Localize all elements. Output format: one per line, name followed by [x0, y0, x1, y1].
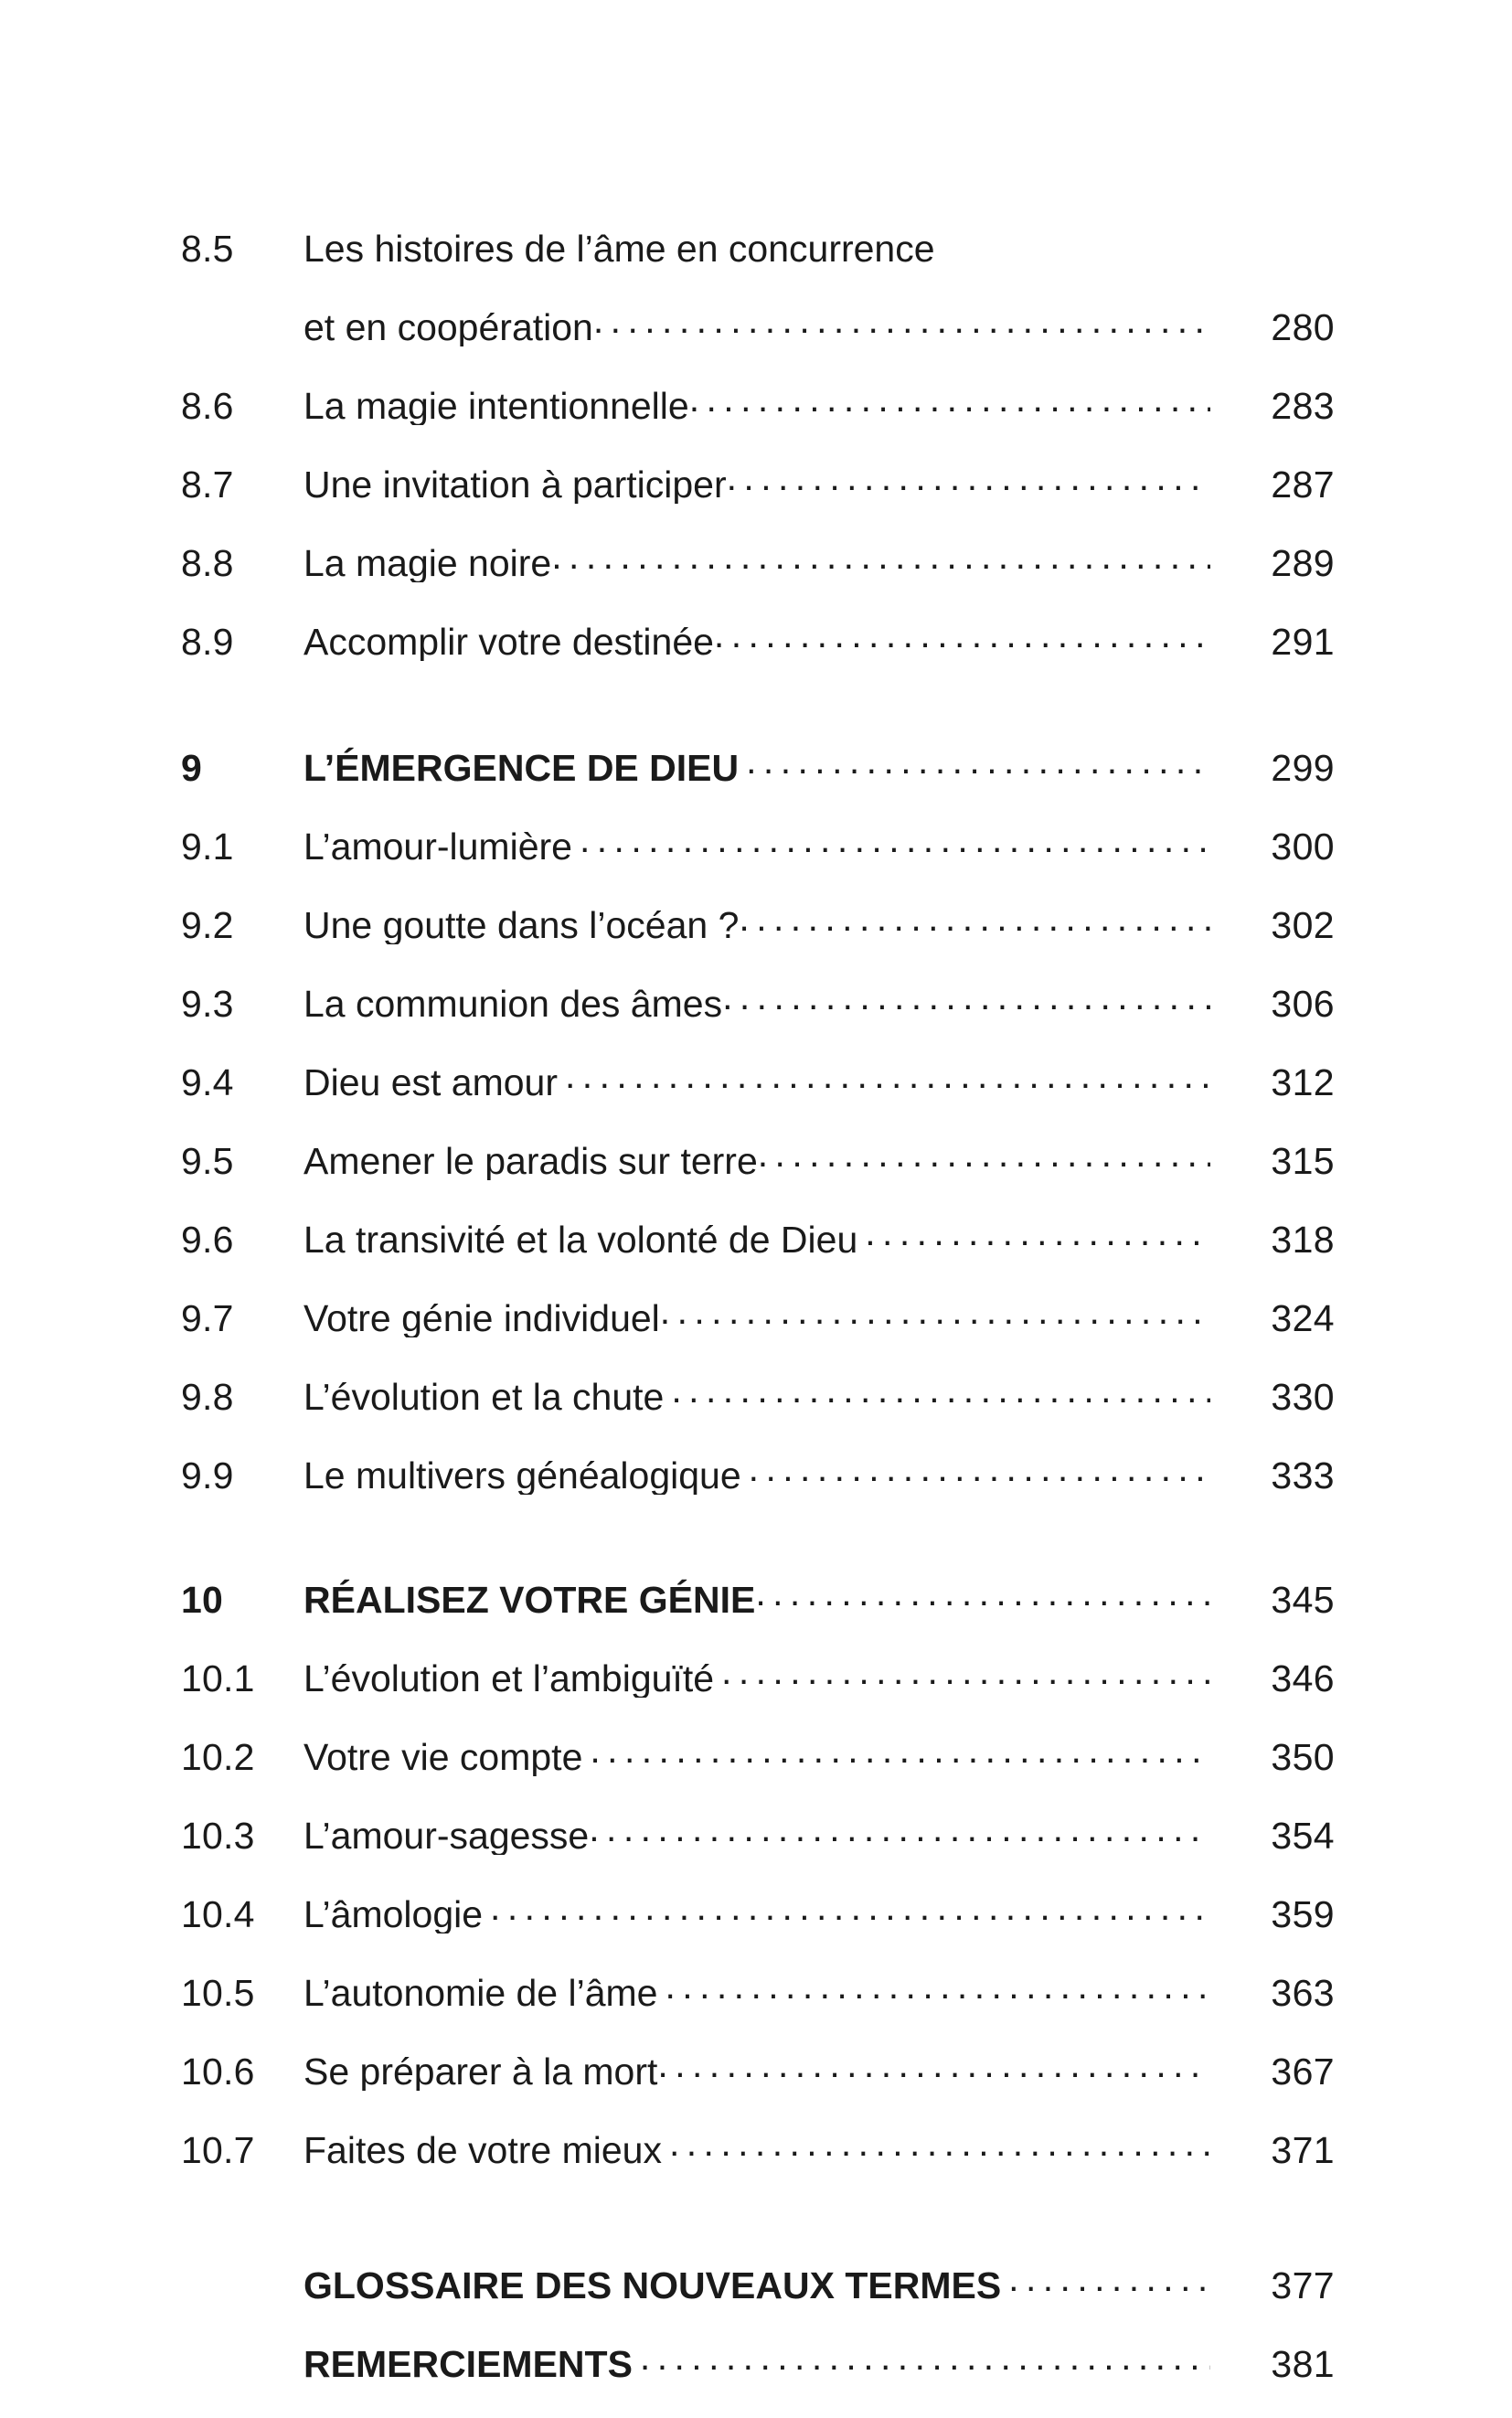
- dot-leader: [739, 900, 1210, 938]
- toc-entry-title-wrap: [303, 1968, 1212, 2012]
- toc-entry-page-number: 363: [1271, 1972, 1335, 2014]
- dot-leader: [558, 1058, 1210, 1095]
- toc-entry-title-continued: et en coopération: [303, 306, 593, 346]
- toc-entry-title-wrap: [303, 303, 1212, 346]
- toc-entry-title: Le multivers généalogique: [303, 1454, 741, 1495]
- toc-entry-number: 8.7: [181, 463, 234, 506]
- dot-leader: [755, 1575, 1210, 1613]
- toc-entry-line-continuation: [181, 303, 1335, 346]
- toc-chapter-number: 10: [181, 1579, 224, 1621]
- toc-entry-title: La transivité et la volonté de Dieu: [303, 1219, 858, 1259]
- dot-leader: [739, 743, 1210, 781]
- toc-entry-page-number: 315: [1271, 1140, 1335, 1182]
- toc-entry-title: La communion des âmes: [303, 983, 723, 1023]
- toc-entry-page-number: 381: [1271, 2343, 1335, 2385]
- toc-entry-title: Une goutte dans l’océan ?: [303, 904, 740, 944]
- dot-leader: [741, 1451, 1210, 1488]
- toc-entry-title-wrap: [303, 743, 1212, 787]
- toc-entry-title-wrap: [303, 460, 1212, 504]
- toc-entry-title: L’amour-lumière: [303, 826, 572, 866]
- dot-leader: [664, 1372, 1210, 1410]
- toc-entry[interactable]: [181, 2047, 1335, 2091]
- toc-entry-number: 8.8: [181, 542, 234, 584]
- toc-entry[interactable]: [181, 979, 1335, 1023]
- toc-entry-title-wrap: [303, 1890, 1212, 1933]
- toc-entry-page-number: 354: [1271, 1815, 1335, 1857]
- toc-entry-title-wrap: [303, 1136, 1212, 1180]
- toc-entry-number: 10.2: [181, 1736, 255, 1778]
- toc-entry-page-number: 371: [1271, 2129, 1335, 2171]
- toc-entry-number: 8.9: [181, 621, 234, 663]
- toc-entry-title-wrap: [303, 2339, 1212, 2383]
- toc-entry[interactable]: [181, 230, 1335, 346]
- toc-entry[interactable]: [181, 1451, 1335, 1495]
- dot-leader: [758, 1136, 1210, 1174]
- section-gap: [181, 1529, 1335, 1575]
- toc-entry-page-number: 280: [1271, 306, 1335, 348]
- toc-entry-number: 10.5: [181, 1972, 255, 2014]
- toc-entry-title: L’évolution et la chute: [303, 1376, 665, 1416]
- toc-entry-title-wrap: [303, 1058, 1212, 1102]
- toc-entry[interactable]: [181, 381, 1335, 425]
- toc-entry-title-wrap: [303, 2047, 1212, 2091]
- toc-entry-page-number: 345: [1271, 1579, 1335, 1621]
- toc-entry-title: Votre vie compte: [303, 1736, 583, 1776]
- dot-leader: [589, 1811, 1210, 1848]
- toc-entry-page-number: 359: [1271, 1893, 1335, 1935]
- toc-entry-title: La magie noire: [303, 542, 552, 582]
- toc-entry-page-number: 289: [1271, 542, 1335, 584]
- toc-backmatter-entry[interactable]: [181, 2261, 1335, 2305]
- toc-entry-line-first: [181, 230, 1335, 268]
- toc-entry-title: L’évolution et l’ambiguïté: [303, 1657, 715, 1698]
- toc-backmatter-title: REMERCIEMENTS: [303, 2343, 633, 2383]
- toc-entry-title-wrap: [303, 2261, 1212, 2305]
- toc-entry-page-number: 346: [1271, 1657, 1335, 1699]
- toc-entry[interactable]: [181, 1654, 1335, 1698]
- toc-entry-number: 9.9: [181, 1454, 234, 1497]
- toc-entry-number: 10.7: [181, 2129, 255, 2171]
- toc-chapter-entry[interactable]: [181, 743, 1335, 787]
- toc-entry-number: 9.8: [181, 1376, 234, 1418]
- toc-entry[interactable]: [181, 822, 1335, 866]
- dot-leader: [714, 1654, 1210, 1691]
- toc-entry-number: 8.5: [181, 228, 234, 270]
- toc-entry-title: La magie intentionnelle: [303, 385, 689, 425]
- toc-entry-title-wrap: [303, 230, 1335, 268]
- toc-entry-title-wrap: [303, 1654, 1212, 1698]
- toc-entry-title-wrap: [303, 1451, 1212, 1495]
- backmatter-gap: [181, 2204, 1335, 2261]
- toc-chapter-entry[interactable]: [181, 1575, 1335, 1619]
- toc-entry-title-wrap: [303, 381, 1212, 425]
- toc-entry-number: 9.4: [181, 1061, 234, 1103]
- toc-chapter-number: 9: [181, 747, 203, 789]
- toc-entry-page-number: 333: [1271, 1454, 1335, 1497]
- toc-entry-number: 9.1: [181, 826, 234, 868]
- dot-leader: [551, 538, 1210, 576]
- dot-leader: [593, 303, 1210, 340]
- toc-entry[interactable]: [181, 1136, 1335, 1180]
- toc-entry-page-number: 291: [1271, 621, 1335, 663]
- toc-entry[interactable]: [181, 1294, 1335, 1337]
- toc-entry-page-number: 300: [1271, 826, 1335, 868]
- toc-entry-title-wrap: [303, 617, 1212, 661]
- toc-entry-title-wrap: [303, 979, 1212, 1023]
- toc-entry-title-wrap: [303, 1215, 1212, 1259]
- toc-entry-page-number: 287: [1271, 463, 1335, 506]
- toc-entry-title: L’amour-sagesse: [303, 1815, 590, 1855]
- dot-leader: [1001, 2261, 1210, 2298]
- toc-backmatter-title: GLOSSAIRE DES NOUVEAUX TERMES: [303, 2264, 1002, 2305]
- toc-entry[interactable]: [181, 1372, 1335, 1416]
- toc-chapter-title: RÉALISEZ VOTRE GÉNIE: [303, 1579, 756, 1619]
- toc-entry-number: 9.5: [181, 1140, 234, 1182]
- dot-leader: [483, 1890, 1210, 1927]
- toc-entry-title: L’autonomie de l’âme: [303, 1972, 658, 2012]
- toc-entry-page-number: 350: [1271, 1736, 1335, 1778]
- toc-entry-page-number: 299: [1271, 747, 1335, 789]
- dot-leader: [633, 2339, 1210, 2377]
- toc-entry[interactable]: [181, 1058, 1335, 1102]
- toc-entry-title-wrap: [303, 1732, 1212, 1776]
- dot-leader: [727, 460, 1210, 497]
- toc-entry-page-number: 330: [1271, 1376, 1335, 1418]
- toc-entry-number: 10.1: [181, 1657, 255, 1699]
- toc-list: [181, 230, 1335, 2418]
- toc-entry-number: 9.3: [181, 983, 234, 1025]
- toc-entry-page-number: 318: [1271, 1219, 1335, 1261]
- toc-entry-title-wrap: [303, 538, 1212, 582]
- toc-entry-number: 8.6: [181, 385, 234, 427]
- toc-entry-page-number: 324: [1271, 1297, 1335, 1339]
- toc-entry-page-number: 306: [1271, 983, 1335, 1025]
- toc-entry-page-number: 312: [1271, 1061, 1335, 1103]
- dot-leader: [660, 1294, 1210, 1331]
- toc-entry-title-wrap: [303, 822, 1212, 866]
- toc-entry-title: L’âmologie: [303, 1893, 484, 1933]
- toc-entry-title: Dieu est amour: [303, 1061, 559, 1102]
- toc-backmatter-entry[interactable]: [181, 2339, 1335, 2383]
- toc-entry-title-wrap: [303, 900, 1212, 944]
- toc-entry-number: 10.6: [181, 2051, 255, 2093]
- toc-entry[interactable]: [181, 900, 1335, 944]
- toc-entry-title: Une invitation à participer: [303, 463, 727, 504]
- toc-entry[interactable]: [181, 538, 1335, 582]
- toc-entry-title: Se préparer à la mort: [303, 2051, 658, 2091]
- toc-chapter-title: L’ÉMERGENCE DE DIEU: [303, 747, 740, 787]
- toc-entry[interactable]: [181, 1732, 1335, 1776]
- dot-leader: [857, 1215, 1210, 1252]
- dot-leader: [582, 1732, 1210, 1770]
- toc-entry-title-wrap: [303, 2125, 1212, 2169]
- toc-entry-title: Votre génie individuel: [303, 1297, 660, 1337]
- toc-entry-title-wrap: [303, 1294, 1212, 1337]
- toc-entry-number: 9.7: [181, 1297, 234, 1339]
- toc-entry-title-wrap: [303, 1372, 1212, 1416]
- toc-entry-page-number: 283: [1271, 385, 1335, 427]
- toc-entry-title: Les histoires de l’âme en concurrence: [303, 230, 935, 268]
- toc-entry[interactable]: [181, 1968, 1335, 2012]
- dot-leader: [572, 822, 1210, 859]
- toc-entry[interactable]: [181, 460, 1335, 504]
- toc-entry[interactable]: [181, 2125, 1335, 2169]
- toc-entry-title-wrap: [303, 1811, 1212, 1855]
- toc-entry-page-number: 367: [1271, 2051, 1335, 2093]
- toc-entry[interactable]: [181, 1811, 1335, 1855]
- toc-entry-number: 10.4: [181, 1893, 255, 1935]
- dot-leader: [657, 1968, 1210, 2006]
- toc-entry-title-wrap: [303, 1575, 1212, 1619]
- toc-entry-number: 9.6: [181, 1219, 234, 1261]
- section-gap: [181, 696, 1335, 743]
- dot-leader: [722, 979, 1210, 1017]
- toc-entry[interactable]: [181, 617, 1335, 661]
- dot-leader: [657, 2047, 1210, 2084]
- toc-entry[interactable]: [181, 1890, 1335, 1933]
- toc-entry-title: Faites de votre mieux: [303, 2129, 662, 2169]
- toc-entry[interactable]: [181, 1215, 1335, 1259]
- toc-entry-number: 9.2: [181, 904, 234, 946]
- toc-entry-number: 10.3: [181, 1815, 255, 1857]
- toc-entry-title: Accomplir votre destinée: [303, 621, 714, 661]
- toc-entry-title: Amener le paradis sur terre: [303, 1140, 758, 1180]
- dot-leader: [662, 2125, 1210, 2163]
- dot-leader: [689, 381, 1210, 419]
- toc-entry-page-number: 302: [1271, 904, 1335, 946]
- dot-leader: [714, 617, 1210, 655]
- toc-entry-page-number: 377: [1271, 2264, 1335, 2306]
